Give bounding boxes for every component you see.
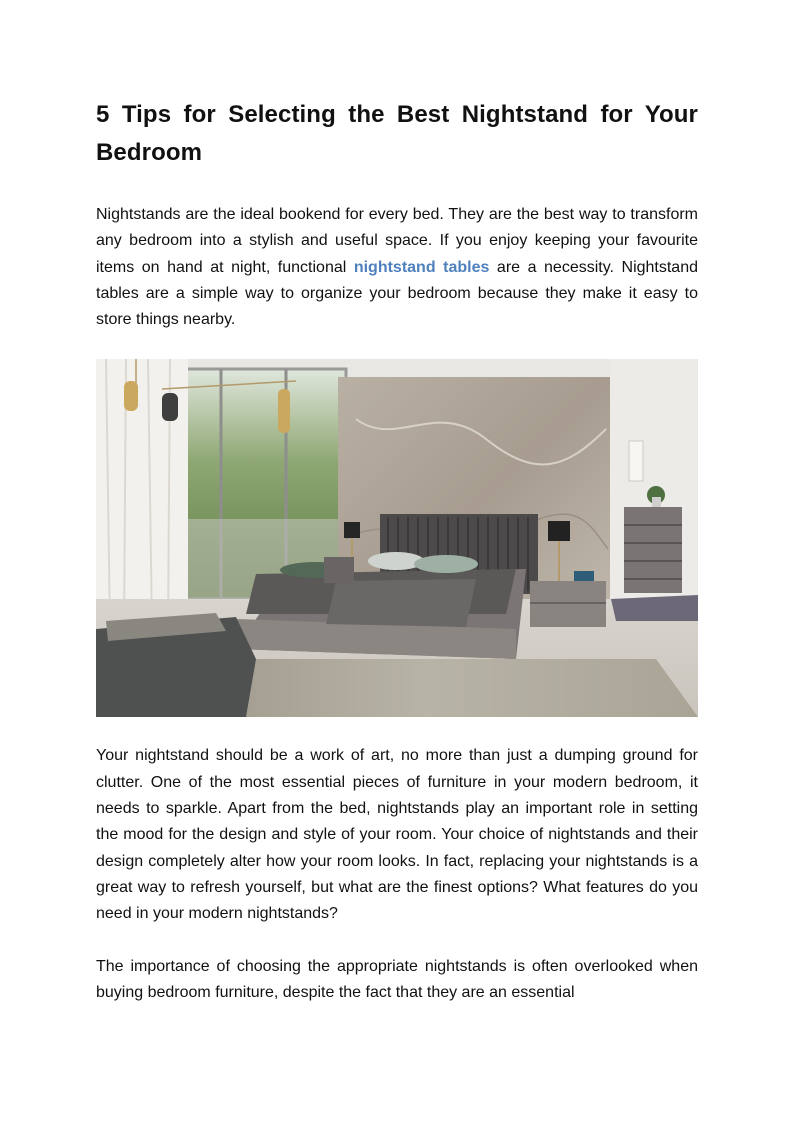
article-body [96, 96, 698, 1006]
intro-text-before-link: Nightstands are the ideal bookend for every bed. They are the best way to transform any bedroom into a stylish and useful space. If you enjoy keeping your favourite items on hand at night, functional [96, 206, 698, 276]
bedroom-photo [96, 359, 698, 717]
body-paragraph-2: Your nightstand should be a work of art, no more than just a dumping ground for clutter. One of the most essential pieces of furniture in your modern bedroom, it needs to sparkle. Apart from the bed, nightstands play an important role in setting the mood for the design and style of your room. Your choice of nightstands and their design completely alter how your room looks. In fact, replacing your nightstands is a great way to refresh yourself, but what are the finest options? What features do you need in your modern nightstands? [96, 747, 698, 923]
article-title: 5 Tips for Selecting the Best Nightstand for Your Bedroom [96, 101, 698, 166]
intro-paragraph [96, 202, 698, 333]
intro-text-after-link: are a necessity. Nightstand tables are a simple way to organize your bedroom because they make it easy to store things nearby. [96, 258, 698, 329]
body-paragraph-3: The importance of choosing the appropriate nightstands is often overlooked when buying bedroom furniture, despite the fact that they are an essential [96, 957, 698, 1001]
nightstand-tables-link[interactable]: nightstand tables [353, 258, 490, 276]
